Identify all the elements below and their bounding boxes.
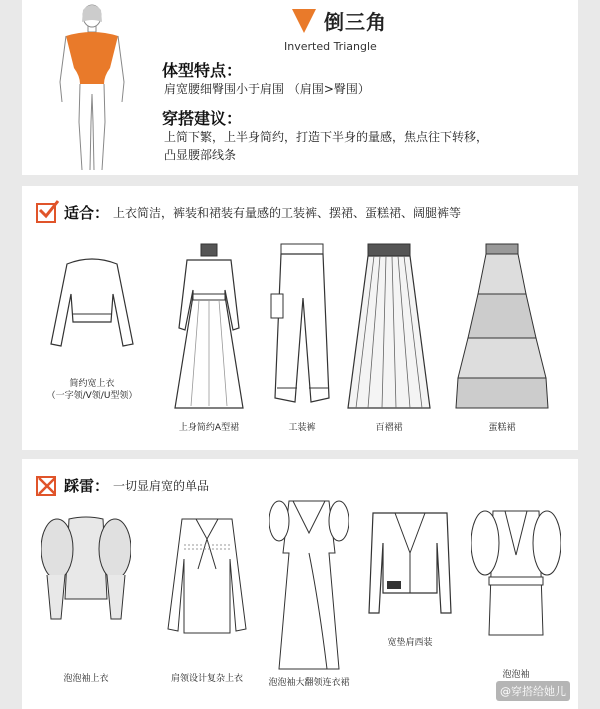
pleated-skirt-illustration bbox=[344, 238, 434, 418]
belted-blazer-illustration bbox=[471, 495, 561, 665]
avoid-card bbox=[22, 459, 578, 709]
body-figure-illustration bbox=[52, 2, 132, 174]
garment-item bbox=[36, 509, 136, 685]
triangle-icon bbox=[292, 9, 316, 33]
garment-item bbox=[466, 495, 566, 681]
garment-item bbox=[154, 238, 264, 434]
tiered-skirt-illustration bbox=[452, 238, 552, 418]
garment-item bbox=[262, 238, 342, 434]
item-caption: 蛋糕裙 bbox=[488, 423, 516, 433]
suitable-label: 适合： bbox=[64, 204, 110, 222]
advice-heading: 穿搭建议： bbox=[162, 109, 243, 128]
a-line-dress-illustration bbox=[169, 238, 249, 418]
puff-sleeve-top-illustration bbox=[41, 509, 131, 669]
item-caption: 宽垫肩西装 bbox=[387, 638, 433, 648]
check-icon bbox=[36, 203, 56, 223]
x-icon bbox=[36, 476, 56, 496]
garment-item bbox=[42, 244, 142, 402]
item-caption-sub: （一字领/V领/U型领） bbox=[46, 391, 138, 401]
features-text: 肩宽腰细臀围小于肩围 （肩围>臀围） bbox=[164, 82, 370, 96]
features-heading: 体型特点： bbox=[162, 61, 243, 80]
body-type-card bbox=[22, 0, 578, 175]
item-caption: 泡泡袖大翻领连衣裙 bbox=[268, 678, 350, 688]
item-caption: 百褶裙 bbox=[375, 423, 403, 433]
page-subtitle: Inverted Triangle bbox=[284, 40, 377, 53]
item-caption: 肩领设计复杂上衣 bbox=[170, 674, 243, 684]
page-title: 倒三角 bbox=[324, 10, 387, 34]
suitable-header bbox=[36, 202, 461, 223]
garment-item bbox=[360, 503, 460, 649]
bow-collar-blouse-illustration bbox=[162, 509, 252, 669]
garment-item bbox=[254, 493, 364, 689]
advice-line-2: 凸显腰部线条 bbox=[164, 148, 237, 162]
wide-top-illustration bbox=[47, 244, 137, 374]
garment-item bbox=[152, 509, 262, 685]
item-caption: 泡泡袖 bbox=[502, 670, 530, 680]
item-caption: 工装裤 bbox=[288, 423, 316, 433]
avoid-header bbox=[36, 475, 209, 496]
avoid-text: 一切显肩宽的单品 bbox=[113, 479, 210, 493]
cargo-pants-illustration bbox=[267, 238, 337, 418]
item-caption: 泡泡袖上衣 bbox=[63, 674, 109, 684]
item-caption: 上身简约A型裙 bbox=[178, 423, 240, 433]
title-row bbox=[292, 6, 387, 35]
suitable-text: 上衣简洁，裤装和裙装有量感的工装裤、摆裙、蛋糕裙、阔腿裤等 bbox=[113, 206, 462, 220]
avoid-label: 踩雷： bbox=[64, 477, 110, 495]
padded-blazer-illustration bbox=[365, 503, 455, 633]
advice-line-1: 上简下繁，上半身简约，打造下半身的量感，焦点往下转移， bbox=[164, 130, 489, 144]
watermark: @穿搭给她儿 bbox=[496, 681, 570, 701]
lapel-wrap-dress-illustration bbox=[269, 493, 349, 673]
suitable-card bbox=[22, 186, 578, 450]
item-caption: 简约宽上衣 bbox=[69, 379, 115, 389]
garment-item bbox=[344, 238, 434, 434]
garment-item bbox=[452, 238, 552, 434]
